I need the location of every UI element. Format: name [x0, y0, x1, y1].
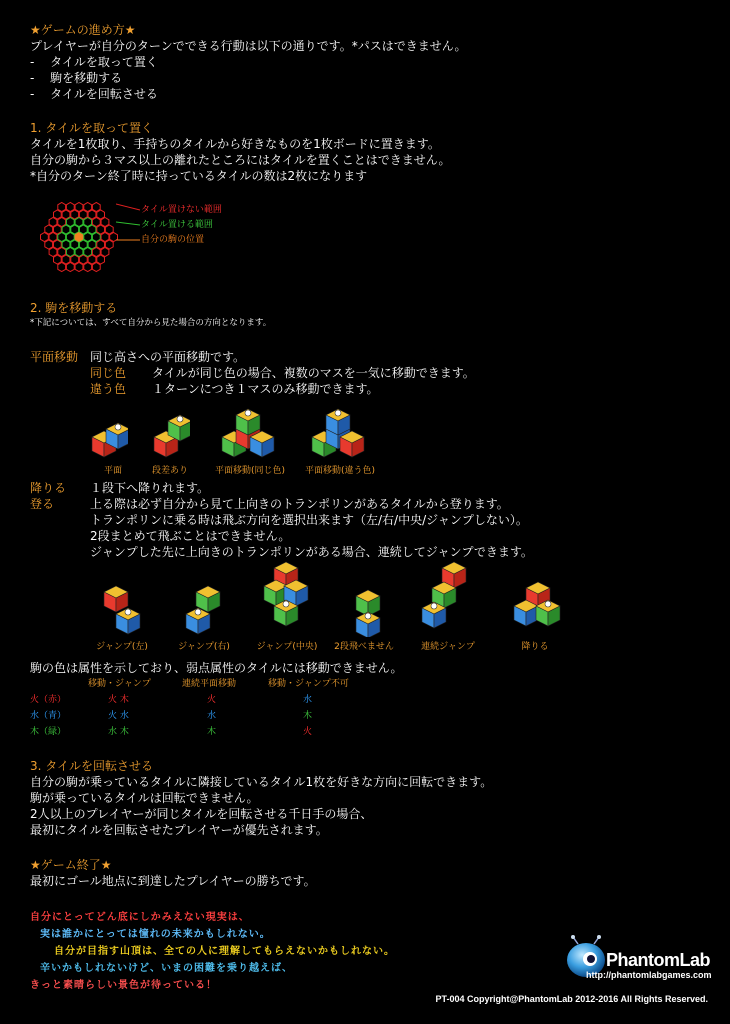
attribute-text: 駒の色は属性を示しており、弱点属性のタイルには移動できません。	[30, 661, 403, 675]
intro-line: - 駒を移動する	[30, 71, 123, 85]
caption-jump-right: ジャンプ(右)	[178, 642, 230, 652]
non-placeable-hex	[97, 255, 105, 264]
placeable-hex	[84, 218, 92, 227]
non-placeable-hex	[62, 255, 70, 264]
placeable-hex	[66, 218, 74, 227]
attr-row-fire-move	[108, 694, 129, 706]
legend-own-piece: 自分の駒の位置	[141, 235, 205, 245]
attr-row-water-no: 木	[303, 711, 313, 721]
intro-line: プレイヤーが自分のターンでできる行動は以下の通りです。*パスはできません。	[30, 39, 467, 53]
game-piece	[431, 603, 437, 609]
game-piece	[195, 609, 201, 615]
non-placeable-hex	[45, 225, 53, 234]
illustration-plane-same-color	[220, 405, 280, 460]
placeable-hex	[75, 248, 83, 257]
message-line-3: 自分が目指す山頂は、全ての人に理解してもらえないかもしれない。	[54, 946, 395, 957]
illustration-jump-left	[100, 582, 145, 637]
attr-row-fire-name: 火（赤）	[30, 695, 67, 705]
attr-row-wood-name: 木（緑）	[30, 727, 67, 737]
game-piece	[365, 613, 371, 619]
placeable-hex	[88, 225, 96, 234]
non-placeable-hex	[58, 263, 66, 272]
caption-plane-diff: 平面移動(違う色)	[304, 466, 376, 476]
copyright: PT-004 Copyright@PhantomLab 2012-2016 All Rights Reserved.	[435, 994, 708, 1004]
caption-no-double-jump: 2段飛べません	[334, 642, 394, 652]
non-placeable-hex	[84, 203, 92, 212]
attr-row-wood-no: 火	[303, 727, 313, 737]
caption-chain-jump: 連続ジャンプ	[421, 642, 475, 652]
caption-jump-center: ジャンプ(中央)	[256, 642, 318, 652]
section3-body	[30, 774, 492, 838]
attr-row-water-name: 水（青）	[30, 711, 67, 721]
section1-line: 自分の駒から３マス以上の離れたところにはタイルを置くことはできません。	[30, 153, 451, 167]
non-placeable-hex	[79, 210, 87, 219]
non-placeable-hex	[97, 240, 105, 249]
non-placeable-hex	[97, 225, 105, 234]
non-placeable-hex	[54, 225, 62, 234]
non-placeable-hex	[49, 218, 57, 227]
placeable-hex	[92, 233, 100, 242]
game-piece	[335, 410, 341, 416]
placeable-hex	[62, 240, 70, 249]
attr-row-fire-cont: 火	[207, 695, 217, 705]
brand-url[interactable]: http://phantomlabgames.com	[586, 970, 712, 980]
placeable-hex	[62, 225, 70, 234]
non-placeable-hex	[92, 218, 100, 227]
placeable-hex	[66, 248, 74, 257]
game-piece	[125, 609, 131, 615]
caption-step: 段差あり	[151, 466, 188, 476]
attr-cell: 水 木	[108, 727, 129, 737]
attr-header-move: 移動・ジャンプ	[88, 679, 151, 689]
own-piece-hex	[75, 233, 83, 242]
caption-jump-left: ジャンプ(左)	[96, 642, 148, 652]
placeable-hex	[71, 225, 79, 234]
caption-plane-same: 平面移動(同じ色)	[214, 466, 286, 476]
game-piece	[245, 410, 251, 416]
placeable-hex	[79, 240, 87, 249]
illustration-jump-right	[182, 582, 227, 637]
same-color-term: 同じ色	[90, 366, 127, 380]
illustration-no-double-jump	[342, 580, 387, 637]
attr-cell: 火 木	[108, 695, 129, 705]
non-placeable-hex	[58, 218, 66, 227]
non-placeable-hex	[88, 210, 96, 219]
placeable-hex	[71, 240, 79, 249]
section1-heading: 1. タイルを取って置く	[30, 121, 154, 135]
non-placeable-hex	[101, 218, 109, 227]
non-placeable-hex	[45, 240, 53, 249]
placement-range-hex-diagram	[34, 192, 124, 282]
section3-line: 自分の駒が乗っているタイルに隣接しているタイル1枚を好きな方向に回転できます。	[30, 775, 493, 789]
placeable-hex	[58, 233, 66, 242]
section3-line: 最初にタイルを回転させたプレイヤーが優先されます。	[30, 823, 328, 837]
diff-color-term: 違う色	[90, 382, 127, 396]
non-placeable-hex	[49, 233, 57, 242]
non-placeable-hex	[79, 255, 87, 264]
section1-body	[30, 136, 450, 184]
non-placeable-hex	[105, 225, 113, 234]
non-placeable-hex	[88, 255, 96, 264]
non-placeable-hex	[71, 255, 79, 264]
non-placeable-hex	[92, 248, 100, 257]
non-placeable-hex	[54, 210, 62, 219]
up-line: 2段まとめて飛ぶことはできません。	[90, 529, 291, 543]
non-placeable-hex	[54, 240, 62, 249]
section2-heading: 2. 駒を移動する	[30, 301, 118, 315]
placeable-hex	[75, 218, 83, 227]
message-line-2: 実は誰かにとっては憧れの未来かもしれない。	[40, 929, 271, 940]
attr-row-wood-move	[108, 726, 129, 738]
game-piece	[115, 424, 121, 430]
non-placeable-hex	[75, 203, 83, 212]
legend-no-place: タイル置けない範囲	[141, 205, 222, 215]
end-line: 最初にゴール地点に到達したプレイヤーの勝ちです。	[30, 874, 316, 888]
message-line-1: 自分にとってどん底にしかみえない現実は、	[30, 912, 250, 923]
placeable-hex	[84, 233, 92, 242]
caption-plane: 平面	[103, 466, 122, 476]
section2-note: *下記については、すべて自分から見た場合の方向となります。	[30, 318, 272, 328]
illustration-descend	[508, 578, 563, 635]
section3-heading: 3. タイルを回転させる	[30, 759, 154, 773]
illustration-chain-jump	[420, 560, 475, 637]
illustration-plane	[88, 405, 128, 460]
end-heading: ★ゲーム終了★	[30, 858, 112, 872]
non-placeable-hex	[101, 248, 109, 257]
up-term: 登る	[30, 497, 55, 511]
same-color-desc: タイルが同じ色の場合、複数のマスを一気に移動できます。	[152, 366, 475, 380]
section1-line: *自分のターン終了時に持っているタイルの数は2枚になります	[30, 169, 368, 183]
illustration-plane-diff-color	[310, 405, 370, 460]
game-piece	[283, 601, 289, 607]
non-placeable-hex	[49, 248, 57, 257]
non-placeable-hex	[92, 203, 100, 212]
placeable-hex	[66, 233, 74, 242]
non-placeable-hex	[84, 263, 92, 272]
diff-color-desc: １ターンにつき１マスのみ移動できます。	[152, 382, 379, 396]
non-placeable-hex	[62, 210, 70, 219]
up-desc	[90, 496, 533, 560]
attr-cell: 火 水	[108, 711, 129, 721]
game-piece	[545, 601, 551, 607]
non-placeable-hex	[105, 240, 113, 249]
section3-line: 駒が乗っているタイルは回転できません。	[30, 791, 259, 805]
message-line-4: 辛いかもしれないけど、いまの困難を乗り越えば、	[40, 963, 293, 974]
non-placeable-hex	[58, 248, 66, 257]
attr-row-water-cont: 水	[207, 711, 217, 721]
intro-list	[30, 38, 466, 102]
game-piece	[177, 416, 183, 422]
illustration-jump-center	[260, 560, 315, 637]
section1-line: タイルを1枚取り、手持ちのタイルから好きなものを1枚ボードに置きます。	[30, 137, 440, 151]
placeable-hex	[88, 240, 96, 249]
non-placeable-hex	[92, 263, 100, 272]
plane-term: 平面移動	[30, 350, 79, 364]
non-placeable-hex	[101, 233, 109, 242]
intro-line: - タイルを取って置く	[30, 55, 158, 69]
intro-line: - タイルを回転させる	[30, 87, 158, 101]
up-line: ジャンプした先に上向きのトランポリンがある場合、連続してジャンプできます。	[90, 545, 533, 559]
non-placeable-hex	[75, 263, 83, 272]
down-term: 降りる	[30, 481, 67, 495]
up-line: トランポリンに乗る時は飛ぶ方向を選択出来ます（左/右/中央/ジャンプしない）。	[90, 513, 528, 527]
intro-heading: ★ゲームの進め方★	[30, 23, 136, 37]
non-placeable-hex	[66, 263, 74, 272]
brand-name: PhantomLab	[606, 950, 711, 970]
non-placeable-hex	[71, 210, 79, 219]
non-placeable-hex	[58, 203, 66, 212]
legend-can-place: タイル置ける範囲	[141, 220, 213, 230]
caption-descend: 降りる	[521, 642, 549, 652]
attr-row-wood-cont: 木	[207, 727, 217, 737]
non-placeable-hex	[66, 203, 74, 212]
placeable-hex	[84, 248, 92, 257]
non-placeable-hex	[41, 233, 49, 242]
section3-line: 2人以上のプレイヤーが同じタイルを回転させる千日手の場合、	[30, 807, 373, 821]
down-desc: １段下へ降りれます。	[90, 481, 210, 495]
attr-header-cont: 連続平面移動	[182, 679, 237, 689]
attr-row-water-move	[108, 710, 129, 722]
non-placeable-hex	[54, 255, 62, 264]
attr-row-fire-no: 水	[303, 695, 313, 705]
non-placeable-hex	[97, 210, 105, 219]
message-line-5: きっと素晴らしい景色が待っている！	[30, 980, 217, 991]
plane-desc: 同じ高さへの平面移動です。	[90, 350, 246, 364]
placeable-hex	[79, 225, 87, 234]
attr-header-no: 移動・ジャンプ不可	[268, 679, 349, 689]
up-line: 上る際は必ず自分から見て上向きのトランポリンがあるタイルから登ります。	[90, 497, 509, 511]
illustration-step	[150, 405, 190, 460]
